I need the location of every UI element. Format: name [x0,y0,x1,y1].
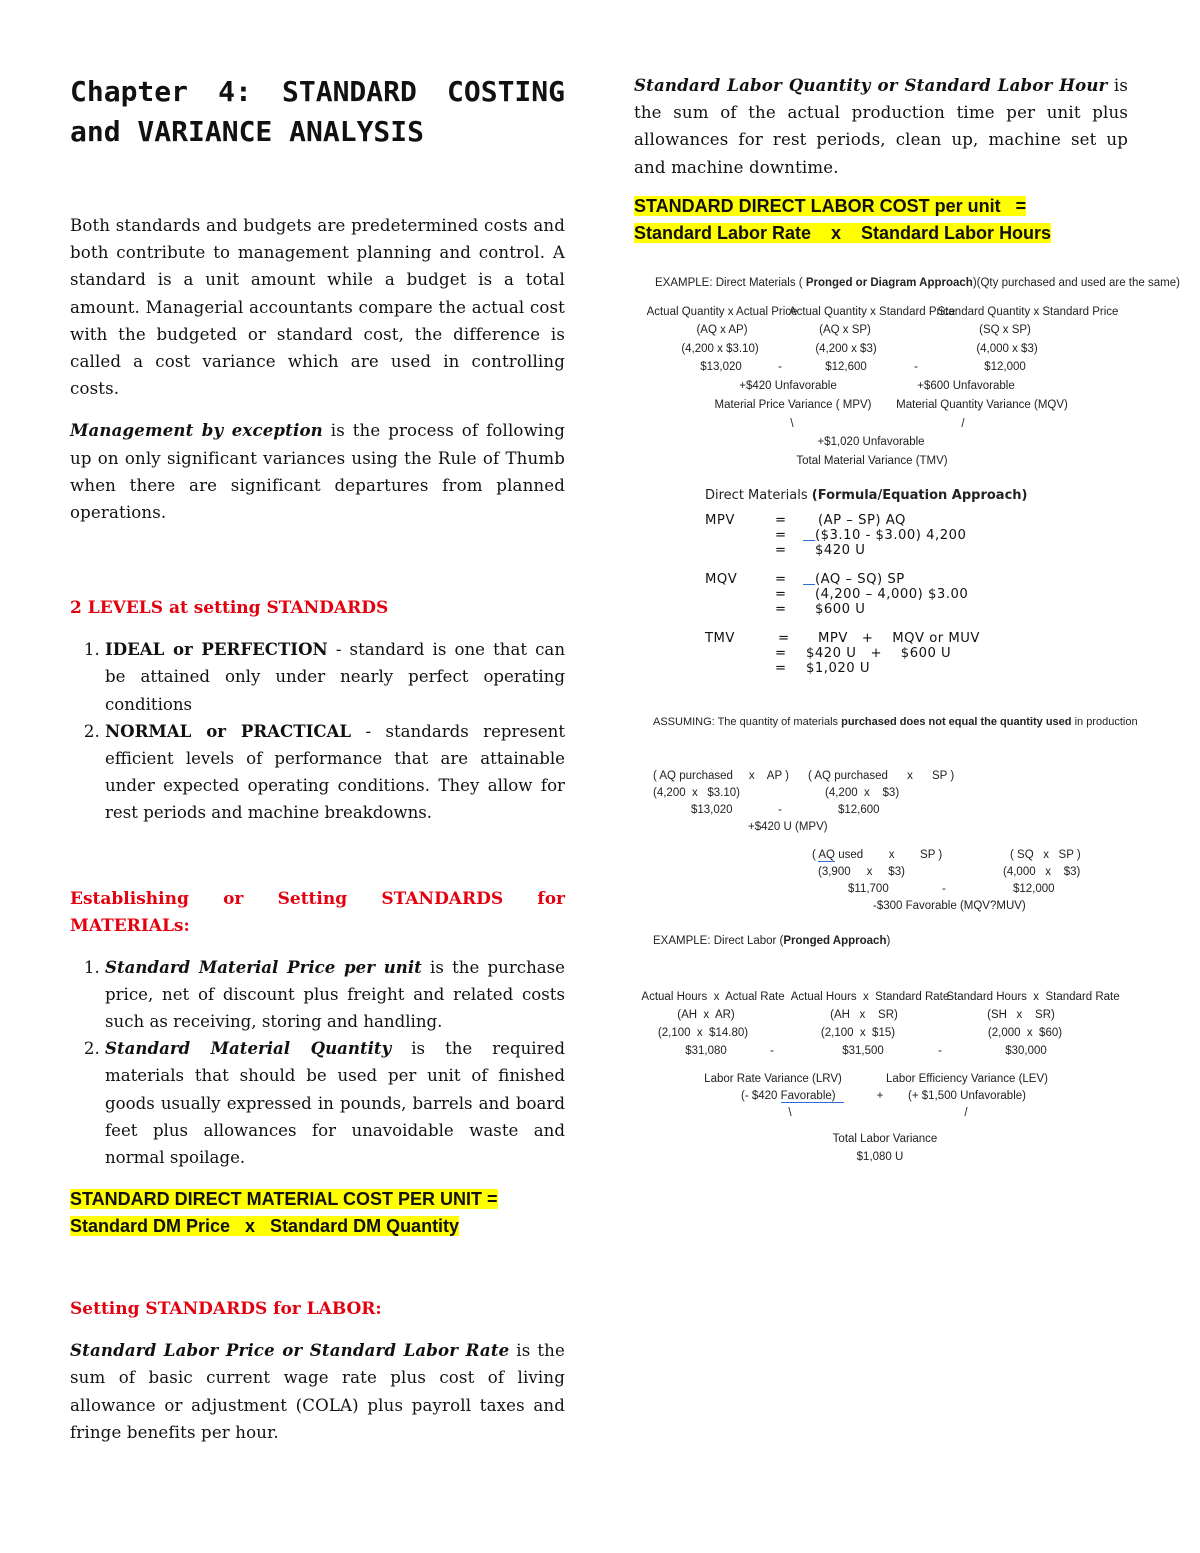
eq-tmv-3: $1,020 U [806,661,870,676]
mqv-amount: +$600 Unfavorable [917,380,1015,392]
dm-formula-line-2: Standard DM Price x Standard DM Quantity [70,1216,460,1237]
dm-formula-line-1: STANDARD DIRECT MATERIAL COST PER UNIT = [70,1189,498,1210]
formula-approach-title [705,488,1027,503]
minus-sign: - [778,804,782,816]
assume-bold: purchased does not equal the quantity used [841,716,1072,728]
col-head-2: Actual Quantity x Standard Price [788,306,956,318]
materials-list [70,954,565,1172]
eq-tmv-1: MPV + MQV or MUV [818,631,980,646]
backslash-connector: \ [788,1107,792,1119]
as-val-2: (4,200 x $3) [825,787,900,799]
row-total-2: $12,600 [825,361,867,373]
eq-tmv-2: $420 U + $600 U [806,646,952,661]
lev-name: Labor Efficiency Variance (LEV) [886,1073,1048,1085]
eq-sign: = [775,587,787,602]
dl-formula-line-2: Standard Labor Rate x Standard Labor Hours [634,222,1052,243]
chapter-title [70,72,565,152]
eq-mpv-3: $420 U [815,543,866,558]
col-head-3: Standard Quantity x Standard Price [937,306,1119,318]
intro-paragraph: Both standards and budgets are predetermined costs and both contribute to management planning and control. A standard is a unit amount while a budget is a total amount. Managerial accountants compare the actual cost with the budgeted or standard cost, the difference is called a cost variance which are used in controlling costs. [70,216,565,399]
eq-mqv-1 [803,572,905,587]
mpv-amount: +$420 Unfavorable [739,380,837,392]
level-term: IDEAL or PERFECTION [105,639,328,660]
tmv-name: Total Material Variance (TMV) [796,455,948,467]
labor-qty-paragraph [634,72,1128,181]
as-total-3: $11,700 [848,883,889,895]
level-text: - standards represent efficient levels of performance that are attainable under expected operating conditions. They allow for rest periods and machine breakdowns. [105,721,565,823]
assume-part: ASSUMING: The quantity of materials [653,716,842,728]
labor-qty-text: is the sum of the actual production time per unit plus allowances for rest periods, clean up, machine set up and machine downtime. [634,76,1128,177]
underline-mark [803,572,815,585]
as-total-4: $12,000 [1013,883,1055,895]
lab-abbr-3: (SH x SR) [987,1009,1055,1021]
eq-sign: = [775,528,787,543]
minus-sign: - [778,361,782,373]
level-item [105,636,565,718]
ex1-title-part: )(Qty purchased and used are the same) [972,277,1180,289]
level-item [105,718,565,827]
lab-abbr-2: (AH x SR) [830,1009,898,1021]
eq-sign: = [775,661,787,676]
plus-sign: + [876,1090,884,1102]
lab-total-1: $31,080 [685,1045,727,1057]
lrv-amount-part: (- $420 [741,1090,781,1102]
dl-formula-line-1: STANDARD DIRECT LABOR COST per unit = [634,195,1027,216]
mbe-paragraph [70,417,565,526]
assuming-note [653,716,1138,728]
ex1-title-bold: Pronged or Diagram Approach [805,277,973,289]
row-abbr-1: (AQ x AP) [696,324,748,336]
as-head-2: ( AQ purchased x SP ) [808,770,955,782]
as-val-1: (4,200 x $3.10) [653,787,740,799]
material-item [105,1035,565,1171]
eq-mqv-2: (4,200 – 4,000) $3.00 [815,587,969,602]
material-item [105,954,565,1036]
slash-connector: / [964,1107,968,1119]
materials-heading: Establishing or Setting STANDARDS for MATERIALs: [70,888,565,936]
ex2-title-bold: Pronged Approach [783,935,887,947]
slash-connector: / [961,418,965,430]
as-head-3 [812,849,942,861]
tlv-name: Total Labor Variance [832,1133,938,1145]
ex1-title-part: EXAMPLE: Direct Materials ( [655,277,806,289]
eq-mpv-2 [803,528,966,543]
lrv-amount-underlined: Favorable) [781,1090,844,1103]
level-text: - standard is one that can be attained only under nearly perfect operating conditions [105,640,566,714]
assume-part: in production [1071,716,1138,728]
material-term: Standard Material Quantity [105,1038,392,1059]
as-total-1: $13,020 [691,804,733,816]
row-val-3: (4,000 x $3) [976,343,1038,355]
row-abbr-2: (AQ x SP) [819,324,871,336]
labor-rate-text: is the sum of basic current wage rate plus cost of living allowance or adjustment (COLA) plus payroll taxes and fringe benefits per hour. [70,1341,565,1442]
minus-sign: - [938,1045,942,1057]
eq-mpv-1: (AP – SP) AQ [818,513,906,528]
eq-sign: = [775,646,787,661]
as-head-1: ( AQ purchased x AP ) [653,770,789,782]
material-text: is the required materials that should be used per unit of finished goods usually expressed in pounds, barrels and board feet plus allowances for unavoidable waste and normal spoilage. [105,1039,565,1168]
eq-sign: = [778,631,790,646]
as-head-3-underlined: AQ [818,849,836,861]
eq-tmv-label: TMV [705,631,735,646]
levels-list [70,636,565,826]
mpv-name: Material Price Variance ( MPV) [714,399,872,411]
col-head-1: Actual Quantity x Actual Price [646,306,798,318]
mbe-term: Management by exception [70,420,323,441]
lab-val-1: (2,100 x $14.80) [657,1027,749,1039]
lrv-amount [741,1090,844,1102]
labor-qty-term: Standard Labor Quantity or Standard Labor Hour [634,75,1108,95]
left-column [70,72,565,1461]
mqv-name: Material Quantity Variance (MQV) [896,399,1068,411]
ex2-title-part: ) [886,935,891,947]
right-column [634,72,1128,247]
lab-head-3: Standard Hours x Standard Rate [946,991,1120,1003]
formula-title-bold: (Formula/Equation Approach) [811,488,1028,503]
tlv-amount: $1,080 U [856,1151,904,1163]
row-val-1: (4,200 x $3.10) [681,343,759,355]
as-val-3: (3,900 x $3) [818,866,905,878]
as-mqv: -$300 Favorable (MQV?MUV) [873,900,1026,912]
title-line-2: and VARIANCE ANALYSIS [70,115,425,148]
labor-rate-paragraph [70,1337,565,1446]
row-val-2: (4,200 x $3) [815,343,877,355]
level-term: NORMAL or PRACTICAL [105,720,352,741]
eq-mqv-1-text: (AQ – SQ) SP [815,572,905,587]
as-total-2: $12,600 [838,804,880,816]
lab-val-3: (2,000 x $60) [987,1027,1063,1039]
as-head-4: ( SQ x SP ) [1010,849,1081,861]
dl-cost-formula [634,193,1128,247]
formula-title-part: Direct Materials [705,488,812,503]
minus-sign: - [770,1045,774,1057]
mbe-text: is the process of following up on only significant variances using the Rule of Thumb when there are significant departures from planned operations. [70,421,565,523]
backslash-connector: \ [790,418,794,430]
example-materials-title [655,277,1180,289]
eq-sign: = [775,543,787,558]
labor-rate-term: Standard Labor Price or Standard Labor Rate [70,1340,510,1361]
tmv-amount: +$1,020 Unfavorable [817,436,925,448]
lab-head-1: Actual Hours x Actual Rate [641,991,785,1003]
lab-val-2: (2,100 x $15) [820,1027,896,1039]
dm-cost-formula [70,1186,565,1240]
minus-sign: - [942,883,946,895]
minus-sign: - [914,361,918,373]
eq-mqv-label: MQV [705,572,738,587]
lab-abbr-1: (AH x AR) [677,1009,735,1021]
lab-head-2: Actual Hours x Standard Rate [790,991,950,1003]
eq-mpv-label: MPV [705,513,735,528]
as-head-3-part: ( [812,849,819,861]
as-head-3-part: used x SP ) [835,849,943,861]
row-abbr-3: (SQ x SP) [979,324,1031,336]
ex2-title-part: EXAMPLE: Direct Labor ( [653,935,784,947]
row-total-3: $12,000 [984,361,1026,373]
example-labor-title [653,935,890,947]
as-mpv: +$420 U (MPV) [748,821,828,833]
eq-mqv-3: $600 U [815,602,866,617]
lab-total-2: $31,500 [842,1045,884,1057]
lab-total-3: $30,000 [1005,1045,1047,1057]
eq-sign: = [775,513,787,528]
eq-mpv-2-text: ($3.10 - $3.00) 4,200 [815,528,967,543]
lrv-name: Labor Rate Variance (LRV) [704,1073,842,1085]
lev-amount: (+ $1,500 Unfavorable) [908,1090,1026,1102]
row-total-1: $13,020 [700,361,742,373]
underline-mark [803,528,815,541]
as-val-4: (4,000 x $3) [1003,866,1081,878]
eq-sign: = [775,572,787,587]
levels-heading: 2 LEVELS at setting STANDARDS [70,598,389,619]
material-term: Standard Material Price per unit [105,956,422,977]
labor-heading: Setting STANDARDS for LABOR: [70,1299,382,1320]
eq-sign: = [775,602,787,617]
material-text: is the purchase price, net of discount plus freight and related costs such as receiving, storing and handling. [105,957,565,1032]
title-line-1: Chapter 4: STANDARD COSTING [70,75,565,108]
